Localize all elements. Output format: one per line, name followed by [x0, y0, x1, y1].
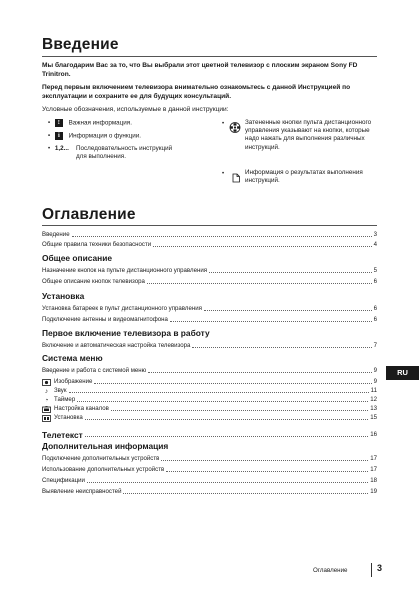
leader-dots [147, 282, 372, 284]
toc-entry[interactable] [42, 455, 377, 463]
toc-title: Оглавление [42, 206, 136, 223]
intro-rule [42, 56, 377, 57]
toc-entry-text: Звук [54, 387, 67, 394]
legend-remote-text: Затененные кнопки пульта дистанционного управления указывают на кнопки, которые надо нажать для выполнения различных инструкций. [245, 119, 372, 151]
toc-page-number: 3 [373, 231, 377, 238]
leader-dots [72, 235, 372, 237]
legend-result-text: Информация о результатах выполнения инструкций. [245, 169, 363, 185]
leader-dots [87, 481, 368, 483]
toc-entry-text: Подключение дополнительных устройств [42, 455, 160, 462]
toc-entry-text: Введение [42, 231, 70, 238]
toc-entry[interactable] [42, 387, 377, 395]
bullet-dot: • [222, 171, 225, 177]
toc-section-heading: Установка [42, 291, 85, 301]
info-icon: i [55, 132, 63, 140]
toc-entry[interactable] [42, 396, 377, 404]
toc-entry-text: Подключение антенны и видеомагнитофона [42, 316, 168, 323]
toc-entry-text: Таймер [54, 396, 76, 403]
toc-rule [42, 225, 377, 226]
picture-icon [42, 379, 51, 386]
toc-entry[interactable] [42, 378, 377, 386]
intro-paragraph-thanks: Мы благодарим Вас за то, что Вы выбрали этот цветной телевизор с плоским экраном Sony FD Trinitron. [42, 62, 358, 78]
footer-divider [371, 563, 372, 577]
toc-entry-text: Установка батареек в пульт дистанционного управления [42, 305, 202, 312]
toc-page-number: 4 [373, 241, 377, 248]
bullet-dot: • [48, 120, 51, 127]
toc-page-number: 5 [373, 267, 377, 274]
toc-entry[interactable] [42, 405, 377, 413]
leader-dots [85, 435, 369, 437]
sound-icon: ♪ [44, 387, 49, 395]
toc-entry-text: Установка [54, 414, 83, 421]
toc-entry-text: Введение и работа с системой меню [42, 367, 147, 374]
toc-section-heading: Система меню [42, 353, 103, 363]
toc-page-number: 17 [370, 466, 377, 473]
toc-entry[interactable] [42, 231, 377, 239]
toc-entry[interactable] [42, 342, 377, 350]
leader-dots [77, 400, 368, 402]
toc-entry[interactable] [42, 477, 377, 485]
legend-item-info [48, 132, 198, 141]
steps-marker: 1,2... [54, 145, 69, 152]
toc-section-heading: Дополнительная информация [42, 441, 169, 451]
remote-buttons-icon [229, 120, 241, 131]
toc-page-number: 6 [373, 316, 377, 323]
leader-dots [161, 459, 368, 461]
toc-entry-text: Включение и автоматическая настройка телевизора [42, 342, 191, 349]
legend-text: Важная информация. [68, 119, 132, 127]
leader-dots [123, 492, 368, 494]
leader-dots [148, 371, 371, 373]
leader-dots [153, 245, 371, 247]
leader-dots [85, 418, 368, 420]
page-number: 3 [377, 563, 383, 573]
toc-entry-text: Назначение кнопок на пульте дистанционного управления [42, 267, 208, 274]
toc-section-entry-teletext[interactable] [42, 429, 377, 439]
leader-dots [204, 309, 372, 311]
toc-page-number: 17 [370, 455, 377, 462]
toc-page-number: 7 [373, 342, 377, 349]
bullet-dot: • [222, 121, 225, 127]
warning-icon: ! [55, 119, 63, 127]
toc-page-number: 9 [373, 378, 377, 385]
toc-page-number: 6 [373, 305, 377, 312]
toc-entry-text: Телетекст [42, 430, 83, 440]
toc-entry[interactable] [42, 367, 377, 375]
toc-page-number: 15 [370, 414, 377, 421]
toc-section-heading: Первое включение телевизора в работу [42, 328, 210, 338]
legend-text: Информация о функции. [68, 132, 142, 140]
toc-entry-text: Использование дополнительных устройств [42, 466, 165, 473]
toc-entry-text: Общие правила техники безопасности [42, 241, 152, 248]
toc-page-number: 16 [370, 431, 377, 438]
bullet-dot: • [48, 146, 51, 152]
toc-page-number: 9 [373, 367, 377, 374]
bullet-dot: • [48, 133, 51, 140]
setup-icon [42, 415, 51, 422]
toc-page-number: 12 [370, 396, 377, 403]
timer-icon: ◔ [44, 396, 49, 404]
leader-dots [166, 470, 368, 472]
toc-entry[interactable] [42, 414, 377, 422]
toc-page-number: 11 [370, 387, 377, 394]
toc-entry[interactable] [42, 241, 377, 249]
leader-dots [170, 320, 372, 322]
leader-dots [209, 271, 372, 273]
result-icon [231, 170, 241, 180]
footer-section-label: Оглавление [313, 567, 348, 574]
toc-entry[interactable] [42, 466, 377, 474]
intro-paragraph-instructions: Перед первым включением телевизора внимательно ознакомьтесь с данной Инструкцией по эксплуатации и сохраните ее для будущих консультаций. [42, 84, 351, 100]
toc-entry-text: Выявление неисправностей [42, 488, 122, 495]
legend-item-important [48, 119, 198, 128]
intro-title: Введение [42, 36, 119, 53]
leader-dots [69, 391, 369, 393]
toc-entry[interactable] [42, 305, 377, 313]
toc-entry-text: Общее описание кнопок телевизора [42, 278, 145, 285]
toc-page-number: 18 [370, 477, 377, 484]
legend-intro: Условные обозначения, используемые в данной инструкции: [42, 106, 229, 113]
toc-entry[interactable] [42, 316, 377, 324]
toc-entry-text: Изображение [54, 378, 93, 385]
toc-entry[interactable] [42, 267, 377, 275]
leader-dots [111, 409, 368, 411]
toc-page-number: 19 [370, 488, 377, 495]
language-tab: RU [386, 366, 419, 380]
toc-entry[interactable] [42, 278, 377, 286]
toc-page-number: 13 [370, 405, 377, 412]
toc-page-number: 6 [373, 278, 377, 285]
legend-steps-text: Последовательность инструкций для выполнения. [76, 145, 173, 161]
toc-entry-text: Спецификации [42, 477, 85, 484]
leader-dots [94, 382, 371, 384]
toc-entry-text: Настройка каналов [54, 405, 109, 412]
toc-entry[interactable] [42, 488, 377, 496]
toc-section-heading: Общее описание [42, 253, 113, 263]
channel-setup-icon [42, 406, 51, 413]
leader-dots [192, 346, 371, 348]
